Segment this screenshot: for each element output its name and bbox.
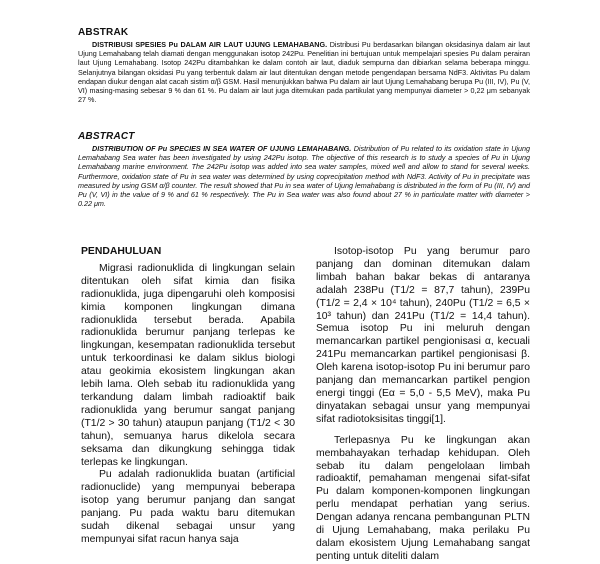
abstrak-section [78, 27, 530, 104]
left-paragraph-2: Pu adalah radionuklida buatan (artificial radionuclide) yang mempunyai beberapa isotop yang berumur panjang dan sangat panjang. Pu pada waktu baru ditemukan sudah dikenal sebagai unsur yang mempunyai sifat racun hanya saja [81, 469, 295, 545]
abstrak-text: Distribusi Pu berdasarkan bilangan oksidasinya dalam air laut Ujung Lemahabang telah diamati dengan menggunakan isotop 242Pu. Penelitian ini bertujuan untuk mempelajari spesies Pu dalam perairan laut Ujung Lemahabang. Isotop 242Pu ditambahkan ke dalam contoh air laut, diaduk sempurna dan dibiarkan selama beberapa minggu. Selanjutnya bilangan oksidasi Pu yang terbentuk dalam air laut ditentukan dengan metode pengendapan bersama NdF3. Aktivitas Pu dalam endapan diukur dengan alat cacah sistim α/β GSM. Hasil menunjukkan bahwa Pu dalam air laut Ujung Lemahabang berupa Pu (III, IV), Pu (V, VI) masing-masing sebesar 9 % dan 61 %. Pu dalam air laut juga ditemukan pada partikulat yang mempunyai diameter > 0,22 μm sebanyak 27 %. [78, 40, 530, 105]
left-column [81, 246, 295, 547]
abstract-heading: ABSTRACT [78, 131, 135, 142]
abstract-title: DISTRIBUTION OF Pu SPECIES IN SEA WATER OF UJUNG LEMAHABANG. [92, 144, 352, 153]
right-paragraph-2: Terlepasnya Pu ke lingkungan akan membahayakan terhadap kehidupan. Oleh sebab itu dalam pengelolaan limbah radioaktif, pemahaman mengenai sifat-sifat Pu dalam komponen-komponen lingkungan perlu mendapat perhatian yang serius. Dengan adanya rencana pembangunan PLTN di Ujung Lemahabang, maka perilaku Pu dalam ekosistem Ujung Lemahabang sangat penting untuk diteliti dalam [316, 434, 530, 562]
abstract-section [78, 131, 530, 208]
abstrak-heading: ABSTRAK [78, 27, 129, 38]
abstrak-body [78, 40, 530, 104]
abstrak-title: DISTRIBUSI SPESIES Pu DALAM AIR LAUT UJUNG LEMAHABANG. [92, 40, 328, 49]
left-paragraph-1: Migrasi radionuklida di lingkungan selain ditentukan oleh sifat kimia dan fisika radionuklida, juga dipengaruhi oleh komposisi kimia komponen lingkungan dimana radionuklida tersebut berada. Apabila radionuklida berumur panjang terlepas ke lingkungan, kesempatan radionuklida tersebut untuk terkoordinasi ke dalam siklus biologi atau geokimia ekosistem lingkungan akan lebih lama. Oleh sebab itu radionuklida yang terkandung dalam limbah radioaktif baik radionuklida yang berumur sangat panjang (T1/2 > 30 tahun) ataupun panjang (T1/2 < 30 tahun), semuanya harus dikelola secara seksama dan dikungkung sehingga tidak terlepas ke lingkungan. [81, 262, 295, 468]
abstract-body [78, 144, 530, 208]
right-column [316, 246, 530, 564]
section-heading-pendahuluan: PENDAHULUAN [81, 246, 162, 257]
abstract-text: Distribution of Pu related to its oxidation state in Ujung Lemahabang Sea water has been investigated by using 242Pu isotop. The objective of this research is to study a species of Pu in Ujung Lemahabang marine environment. The 242Pu isotop was added into sea water samples, mixed well and allow to stand for several weeks. Furthermore, oxidation state of Pu in sea water was determined by using coprecipitation method with NdF3. Activity of Pu in precipitate was measured by using GSM α/β counter. The result showed that Pu in sea water of Ujung lemahabang is distributed in the form of Pu (III, IV) and Pu (V, VI) in the value of 9 % and 61 % respectively. The Pu in Sea water was also found about 27 % in particulate matter with diameter > 0.22 μm. [78, 144, 530, 209]
right-paragraph-1: Isotop-isotop Pu yang berumur paro panjang dan dominan ditemukan dalam limbah bahan bakar bekas di antaranya adalah 238Pu (T1/2 = 87,7 tahun), 239Pu (T1/2 = 2,4 × 10⁴ tahun), 240Pu (T1/2 = 6,5 × 10³ tahun) dan 241Pu (T1/2 = 14,4 tahun). Semua isotop Pu ini meluruh dengan memancarkan partikel pengionisasi α, kecuali 241Pu memancarkan partikel pengionisasi β. Oleh karena isotop-isotop Pu ini berumur paro panjang dan memancarkan partikel pengion energi tinggi (Eα = 5,0 - 5,5 MeV), maka Pu dinyatakan sebagai unsur yang mempunyai sifat radiotoksisitas tinggi[1]. [316, 246, 530, 425]
